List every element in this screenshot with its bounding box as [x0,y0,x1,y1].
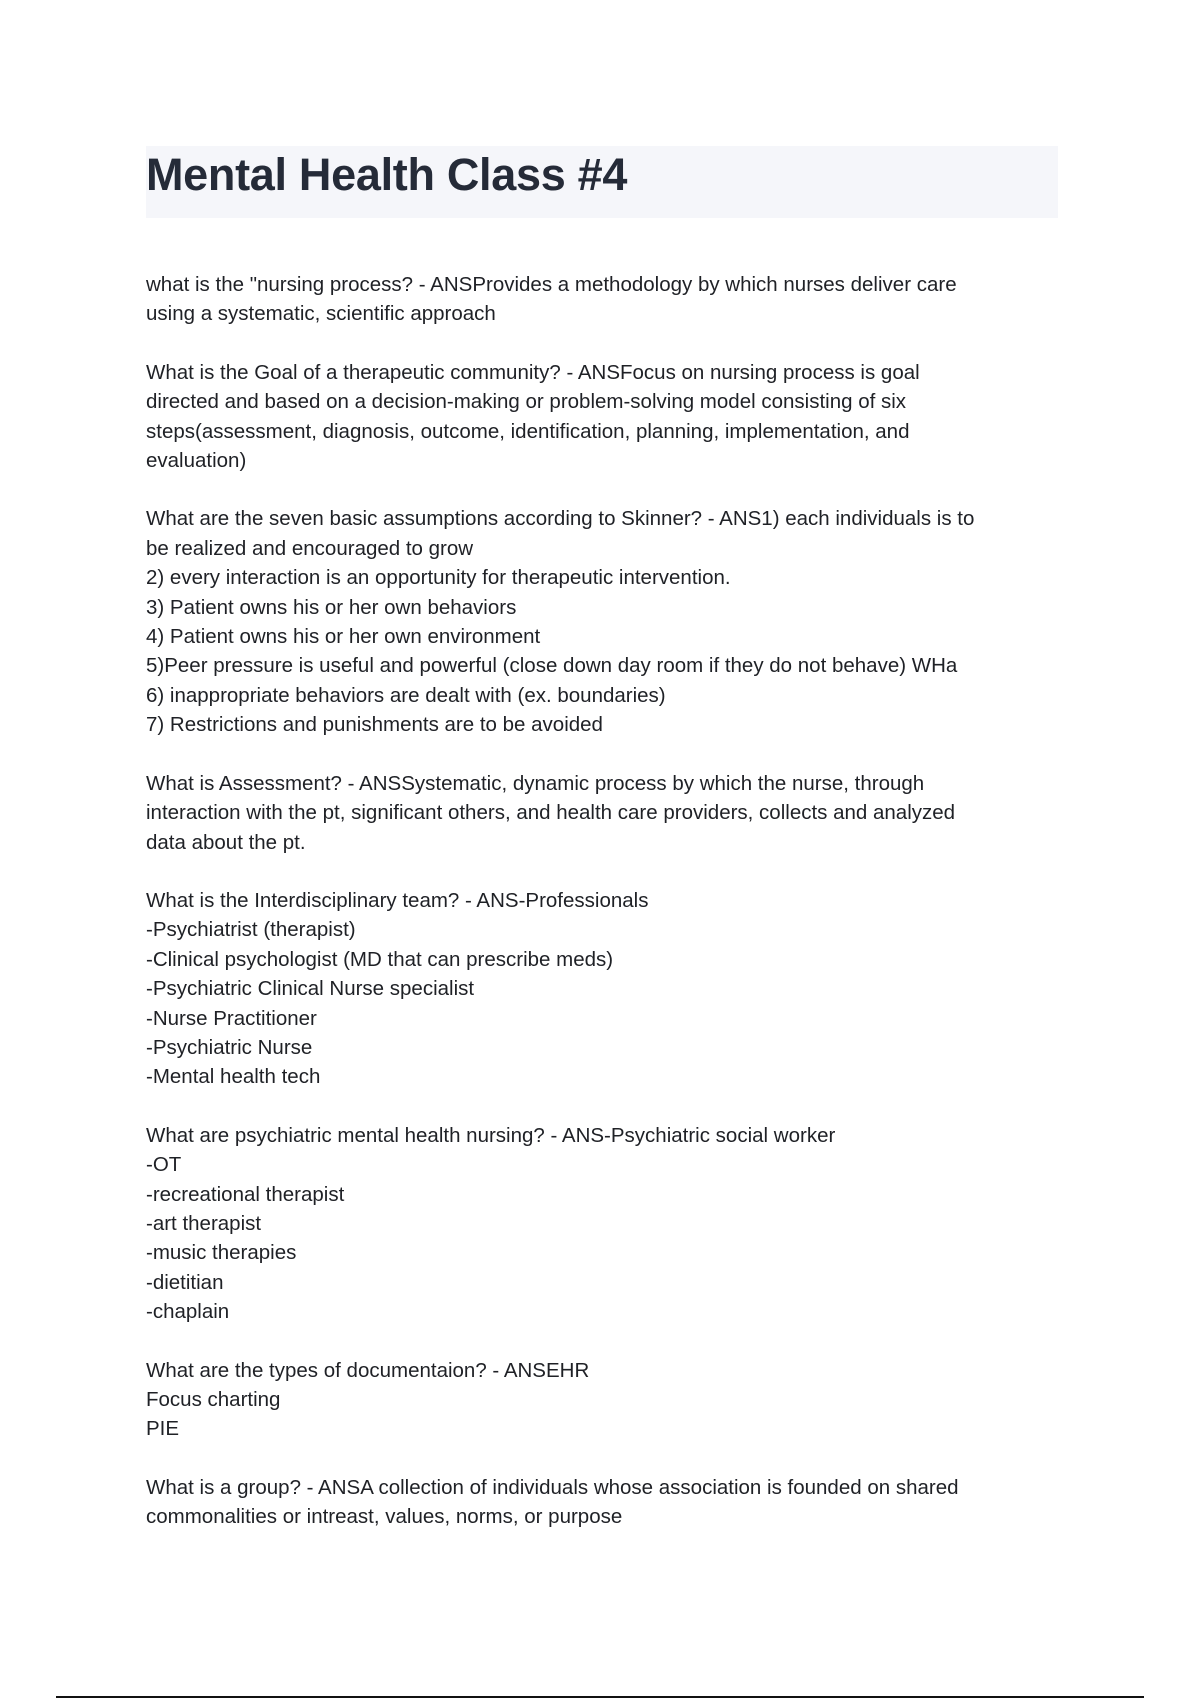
qa-answer-line: interaction with the pt, significant others, and health care providers, collects and analyzed [146,801,956,825]
qa-question-line: What are the seven basic assumptions according to Skinner? - ANS1) each individuals is to [146,507,975,531]
qa-answer-line: commonalities or intreast, values, norms, or purpose [146,1505,623,1529]
qa-answer-line: -recreational therapist [146,1182,345,1206]
qa-question-line: What are the types of documentaion? - ANSEHR [146,1358,590,1382]
qa-answer-line: steps(assessment, diagnosis, outcome, identification, planning, implementation, and [146,419,910,443]
qa-answer-line: 4) Patient owns his or her own environment [146,625,541,649]
qa-question-line: What is the Interdisciplinary team? - ANS-Professionals [146,888,649,912]
qa-answer-line: -Clinical psychologist (MD that can prescribe meds) [146,947,614,971]
qa-answer-line: evaluation) [146,449,247,473]
qa-question-line: what is the "nursing process? - ANSProvides a methodology by which nurses deliver care [146,273,957,296]
qa-list [146,270,1058,1561]
qa-answer-line: 6) inappropriate behaviors are dealt with (ex. boundaries) [146,683,666,707]
qa-answer-line: PIE [146,1417,180,1441]
qa-answer-line: be realized and encouraged to grow [146,536,474,560]
qa-item [146,504,1058,739]
qa-item [146,270,1058,329]
qa-answer-line: 2) every interaction is an opportunity for therapeutic intervention. [146,566,731,590]
qa-question-line: What is Assessment? - ANSSystematic, dynamic process by which the nurse, through [146,771,925,795]
qa-answer-line: -Psychiatric Nurse [146,1035,313,1059]
qa-question-line: What are psychiatric mental health nursing? - ANS-Psychiatric social worker [146,1123,836,1147]
footer-divider [56,1696,1144,1698]
page-title: Mental Health Class #4 [146,149,628,200]
qa-item [146,1473,1058,1532]
qa-answer-line: using a systematic, scientific approach [146,302,496,326]
qa-answer-line: -Psychiatric Clinical Nurse specialist [146,977,475,1001]
qa-answer-line: Focus charting [146,1388,281,1411]
qa-item [146,1356,1058,1444]
qa-answer-line: -art therapist [146,1211,262,1235]
qa-answer-line: directed and based on a decision-making or problem-solving model consisting of six [146,390,907,414]
qa-item [146,769,1058,857]
qa-answer-line: -Mental health tech [146,1065,321,1089]
qa-answer-line: -chaplain [146,1300,230,1324]
qa-item [146,358,1058,476]
qa-answer-line: 5)Peer pressure is useful and powerful (close down day room if they do not behave) WHa [146,654,958,678]
qa-item [146,886,1058,1092]
qa-answer-line: -Nurse Practitioner [146,1006,317,1030]
qa-answer-line: 7) Restrictions and punishments are to be avoided [146,713,603,737]
qa-answer-line: -dietitian [146,1270,224,1294]
qa-answer-line: -music therapies [146,1241,297,1265]
qa-answer-line: 3) Patient owns his or her own behaviors [146,595,517,619]
qa-question-line: What is the Goal of a therapeutic community? - ANSFocus on nursing process is goal [146,360,920,384]
qa-answer-line: -OT [146,1153,182,1177]
qa-answer-line: -Psychiatrist (therapist) [146,918,356,942]
qa-question-line: What is a group? - ANSA collection of individuals whose association is founded on shared [146,1475,959,1499]
qa-item [146,1121,1058,1327]
qa-answer-line: data about the pt. [146,830,306,854]
